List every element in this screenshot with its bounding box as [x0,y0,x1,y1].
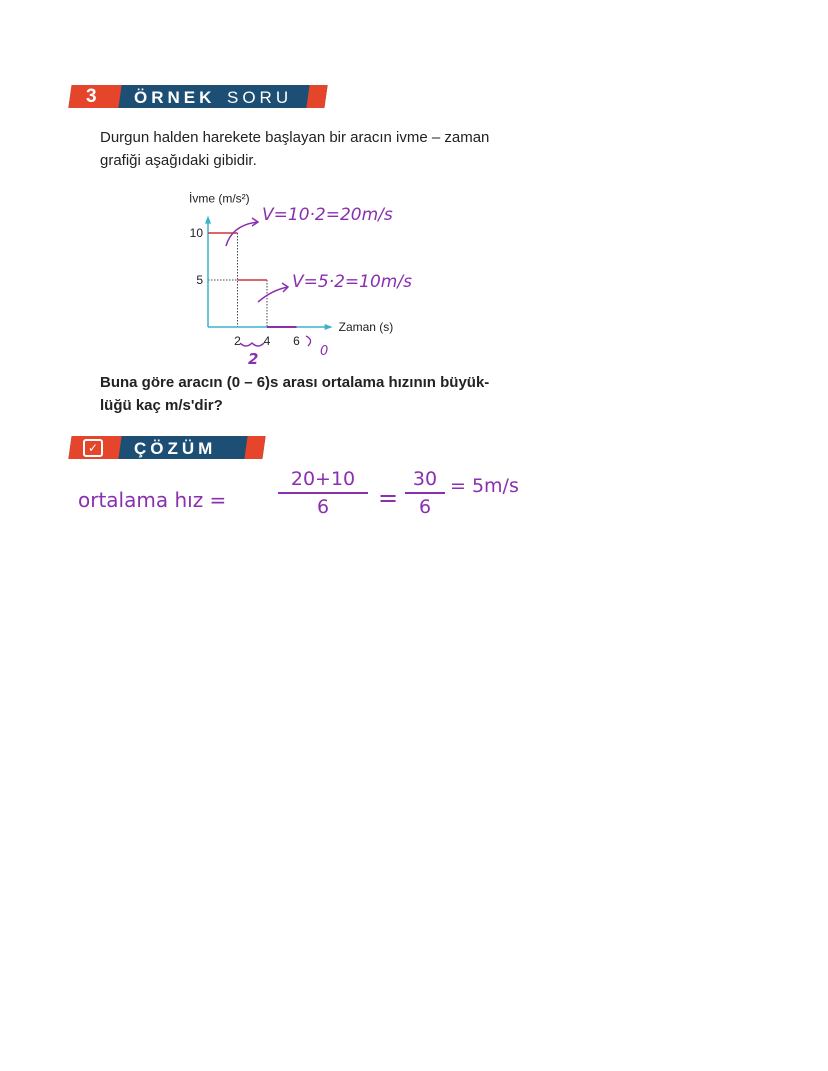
equals-sign: = [378,484,399,512]
question-text [100,371,489,417]
x-tick-6: 6 [293,334,300,348]
annotation-under-2-4: 2 [248,350,259,368]
annotation-v1: V=10·2=20m/s [262,205,393,225]
example-title-light: SORU [227,88,293,107]
solution-title: ÇÖZÜM [134,439,217,458]
fraction-2-numerator: 30 [412,468,438,490]
acceleration-time-chart [0,0,828,380]
x-axis-arrow [325,324,333,330]
annotation-brace [240,343,264,346]
annotation-arrow-2 [258,283,288,302]
fraction-2-denominator: 6 [418,496,432,518]
fraction-1-denominator: 6 [316,496,330,518]
annotation-v2: V=5·2=10m/s [292,272,412,292]
fraction-1-numerator: 20+10 [290,468,356,490]
fraction-2 [405,468,445,518]
example-number: 3 [86,86,101,107]
annotation-arrow-1 [226,218,258,246]
solution-lhs: ortalama hız = [78,488,227,512]
question-line-1: Buna göre aracın (0 – 6)s arası ortalama hızının büyük- [100,374,490,391]
fraction-1 [278,468,368,518]
x-axis-label: Zaman (s) [338,320,394,334]
check-icon: ✓ [83,439,103,457]
x-tick-2: 2 [234,334,241,348]
y-axis-label: İvme (m/s²) [189,191,250,206]
question-line-2: lüğü kaç m/s'dir? [100,397,223,414]
annotation-after-6: 0 [320,344,329,359]
example-title-bold: ÖRNEK [134,88,216,107]
y-tick-10: 10 [189,226,203,240]
intro-line-1: Durgun halden harekete başlayan bir aracın ivme – zaman [100,129,490,146]
x-tick-4: 4 [263,334,271,348]
y-axis-arrow [205,216,211,224]
solution-result: = 5m/s [450,475,519,497]
intro-line-2: grafiği aşağıdaki gibidir. [100,152,257,169]
annotation-arrow-3 [306,336,311,346]
y-tick-5: 5 [196,273,203,287]
